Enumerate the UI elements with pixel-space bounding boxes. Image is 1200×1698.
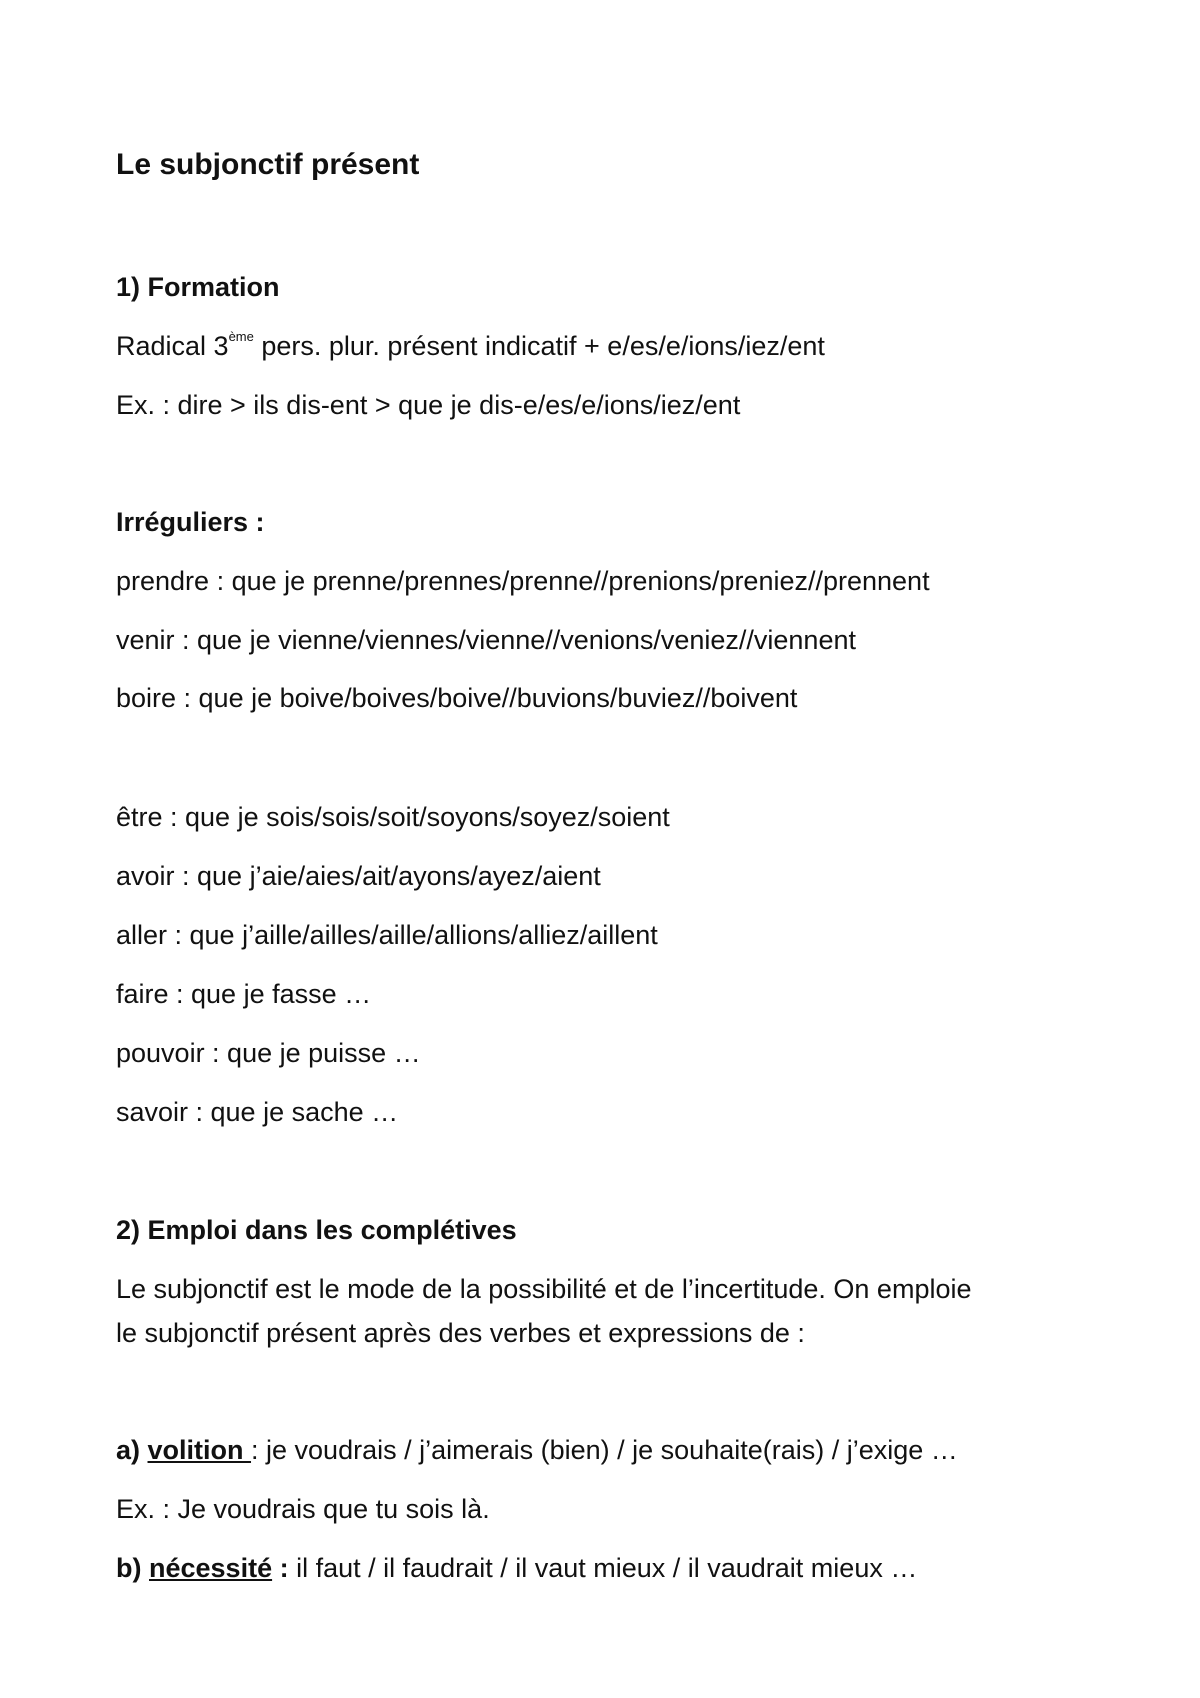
emploi-intro-line: le subjonctif présent après des verbes et expressions de : — [116, 1318, 805, 1348]
irregular-verb-line: faire : que je fasse … — [116, 979, 372, 1009]
necessite-examples: il faut / il faudrait / il vaut mieux / il vaudrait mieux … — [288, 1553, 918, 1583]
formation-rule-suffix: pers. plur. présent indicatif + e/es/e/ions/iez/ent — [253, 331, 825, 361]
volition-line — [116, 1433, 958, 1467]
necessite-colon: : — [272, 1553, 289, 1583]
necessite-marker: b) — [116, 1553, 149, 1583]
volition-examples: : je voudrais / j’aimerais (bien) / je souhaite(rais) / j’exige … — [251, 1435, 958, 1465]
necessite-line — [116, 1551, 917, 1585]
necessite-term: nécessité — [149, 1553, 273, 1583]
irregular-verb-line: savoir : que je sache … — [116, 1097, 399, 1127]
irregular-verb-line: boire : que je boive/boives/boive//buvions/buviez//boivent — [116, 683, 798, 713]
formation-example: Ex. : dire > ils dis-ent > que je dis-e/es/e/ions/iez/ent — [116, 390, 741, 420]
formation-rule — [116, 329, 825, 363]
irregulars-heading: Irréguliers : — [116, 507, 265, 537]
emploi-intro-line: Le subjonctif est le mode de la possibilité et de l’incertitude. On emploie — [116, 1274, 972, 1304]
irregular-verb-line: pouvoir : que je puisse … — [116, 1038, 421, 1068]
section-formation-heading: 1) Formation — [116, 272, 280, 302]
page-title: Le subjonctif présent — [116, 148, 420, 181]
irregular-verb-line: avoir : que j’aie/aies/ait/ayons/ayez/aient — [116, 861, 601, 891]
section-emploi-heading: 2) Emploi dans les complétives — [116, 1215, 517, 1245]
volition-term: volition — [147, 1435, 252, 1465]
irregular-verb-line: être : que je sois/sois/soit/soyons/soyez/soient — [116, 802, 670, 832]
irregular-verb-line: venir : que je vienne/viennes/vienne//venions/veniez//viennent — [116, 625, 856, 655]
formation-rule-superscript: ème — [228, 329, 254, 344]
formation-rule-prefix: Radical 3 — [116, 331, 229, 361]
irregular-verb-line: aller : que j’aille/ailles/aille/allions/alliez/aillent — [116, 920, 658, 950]
volition-marker: a) — [116, 1435, 148, 1465]
irregular-verb-line: prendre : que je prenne/prennes/prenne//prenions/preniez//prennent — [116, 566, 930, 596]
volition-example: Ex. : Je voudrais que tu sois là. — [116, 1494, 490, 1524]
